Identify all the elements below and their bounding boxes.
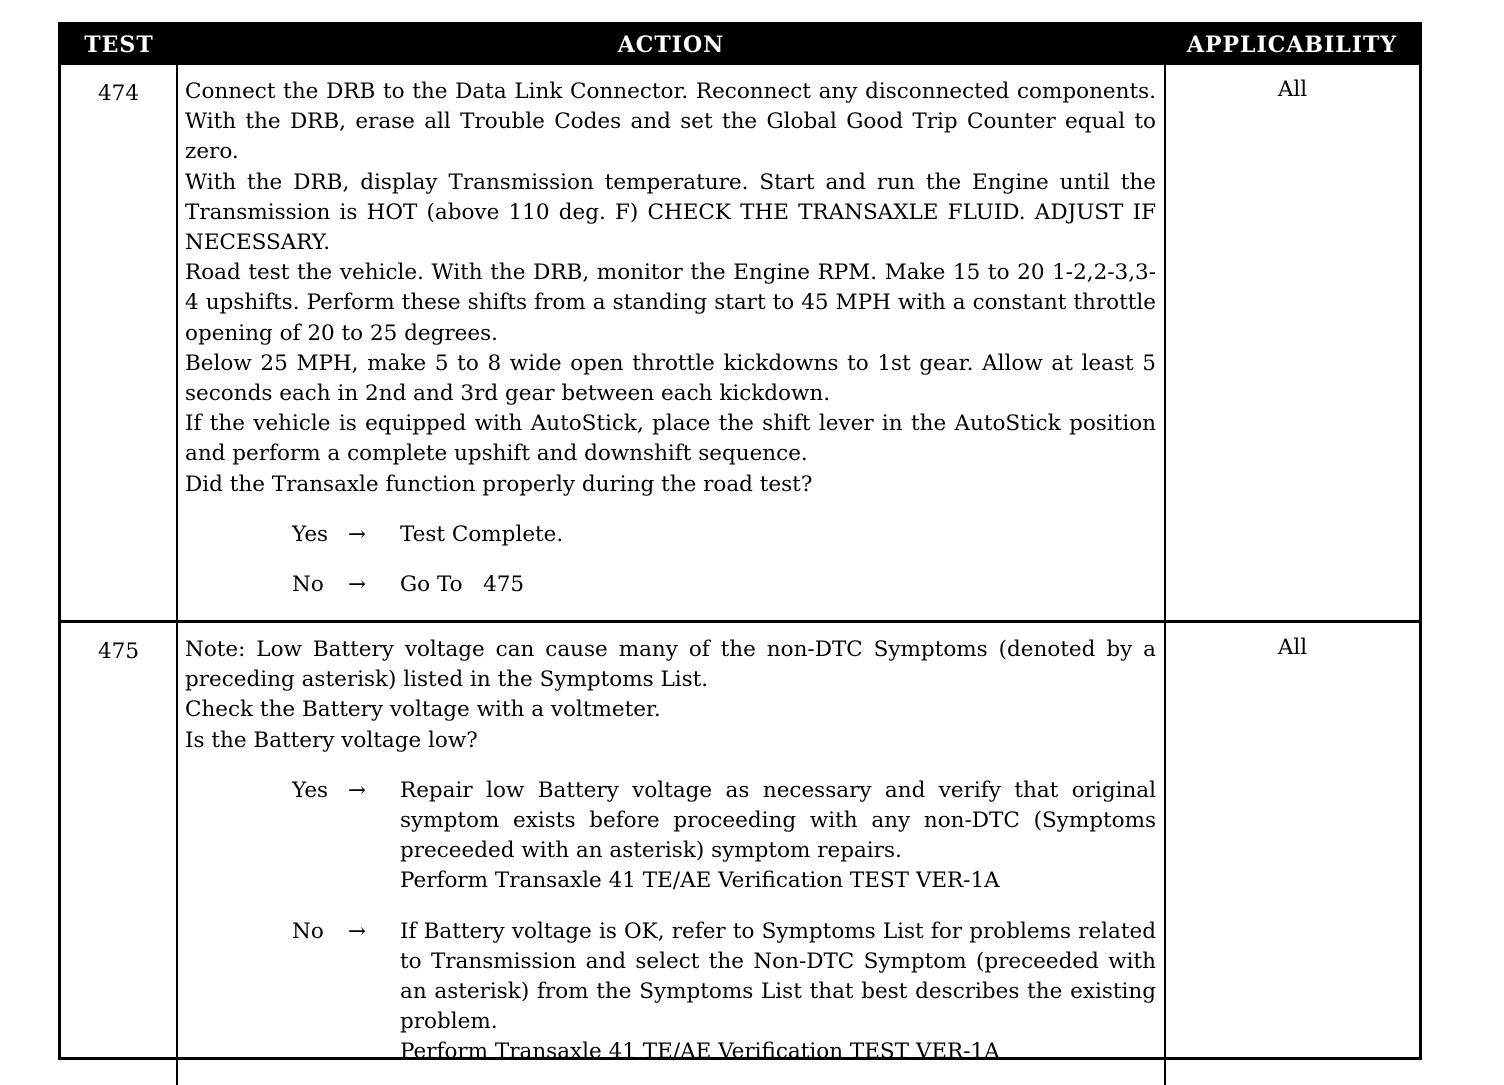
table-row xyxy=(61,65,1419,622)
table-row xyxy=(61,622,1419,1085)
outcome-answer: No xyxy=(292,570,348,600)
outcome-result-line: Test Complete. xyxy=(400,520,1156,550)
outcome-result-line: Perform Transaxle 41 TE/AE Verification TEST VER-1A xyxy=(400,1037,1156,1067)
outcome-answer: Yes xyxy=(292,520,348,550)
table-header-row xyxy=(61,25,1419,65)
header-action: ACTION xyxy=(177,25,1165,65)
arrow-right-icon: → xyxy=(348,917,400,1068)
action-question: Is the Battery voltage low? xyxy=(185,726,1156,756)
action-paragraph: Road test the vehicle. With the DRB, monitor the Engine RPM. Make 15 to 20 1-2,2-3,3-4 upshifts. Perform these shifts from a standing start to 45 MPH with a constant throttle opening of 20 to 25 degrees. xyxy=(185,258,1156,349)
outcome-result xyxy=(400,570,1156,600)
outcome-yes xyxy=(292,776,1156,897)
outcome-result xyxy=(400,776,1156,897)
action-paragraph: With the DRB, display Transmission temperature. Start and run the Engine until the Transmission is HOT (above 110 deg. F) CHECK THE TRANSAXLE FLUID. ADJUST IF NECESSARY. xyxy=(185,168,1156,259)
action-paragraph: Connect the DRB to the Data Link Connector. Reconnect any disconnected components. With the DRB, erase all Trouble Codes and set the Global Good Trip Counter equal to zero. xyxy=(185,77,1156,168)
outcome-no xyxy=(292,917,1156,1068)
header-applicability: APPLICABILITY xyxy=(1165,25,1419,65)
outcome-result xyxy=(400,520,1156,550)
arrow-right-icon: → xyxy=(348,776,400,897)
outcome-result xyxy=(400,917,1156,1068)
outcome-result-line: Go To 475 xyxy=(400,570,1156,600)
action-paragraph: If the vehicle is equipped with AutoStick, place the shift lever in the AutoStick position and perform a complete upshift and downshift sequence. xyxy=(185,409,1156,469)
action-paragraph: Check the Battery voltage with a voltmeter. xyxy=(185,695,1156,725)
outcome-result-line: Perform Transaxle 41 TE/AE Verification TEST VER-1A xyxy=(400,866,1156,896)
outcome-answer: No xyxy=(292,917,348,1068)
applicability-value: All xyxy=(1165,622,1419,1085)
test-number: 474 xyxy=(61,65,177,622)
action-question: Did the Transaxle function properly during the road test? xyxy=(185,470,1156,500)
applicability-value: All xyxy=(1165,65,1419,622)
outcome-yes xyxy=(292,520,1156,550)
action-paragraph: Note: Low Battery voltage can cause many of the non-DTC Symptoms (denoted by a preceding asterisk) listed in the Symptoms List. xyxy=(185,635,1156,695)
outcome-answer: Yes xyxy=(292,776,348,897)
arrow-right-icon: → xyxy=(348,570,400,600)
action-cell xyxy=(177,622,1165,1085)
action-cell xyxy=(177,65,1165,622)
outcome-no xyxy=(292,570,1156,600)
action-paragraph: Below 25 MPH, make 5 to 8 wide open throttle kickdowns to 1st gear. Allow at least 5 seconds each in 2nd and 3rd gear between each kickdown. xyxy=(185,349,1156,409)
outcome-result-line: Repair low Battery voltage as necessary and verify that original symptom exists before proceeding with any non-DTC (Symptoms preceeded with an asterisk) symptom repairs. xyxy=(400,776,1156,867)
header-test: TEST xyxy=(61,25,177,65)
outcome-result-line: If Battery voltage is OK, refer to Symptoms List for problems related to Transmission and select the Non-DTC Symptom (preceeded with an asterisk) from the Symptoms List that best describes the existing problem. xyxy=(400,917,1156,1038)
test-number: 475 xyxy=(61,622,177,1085)
arrow-right-icon: → xyxy=(348,520,400,550)
diagnostic-test-table xyxy=(61,25,1419,1085)
diagnostic-table xyxy=(58,22,1422,1060)
